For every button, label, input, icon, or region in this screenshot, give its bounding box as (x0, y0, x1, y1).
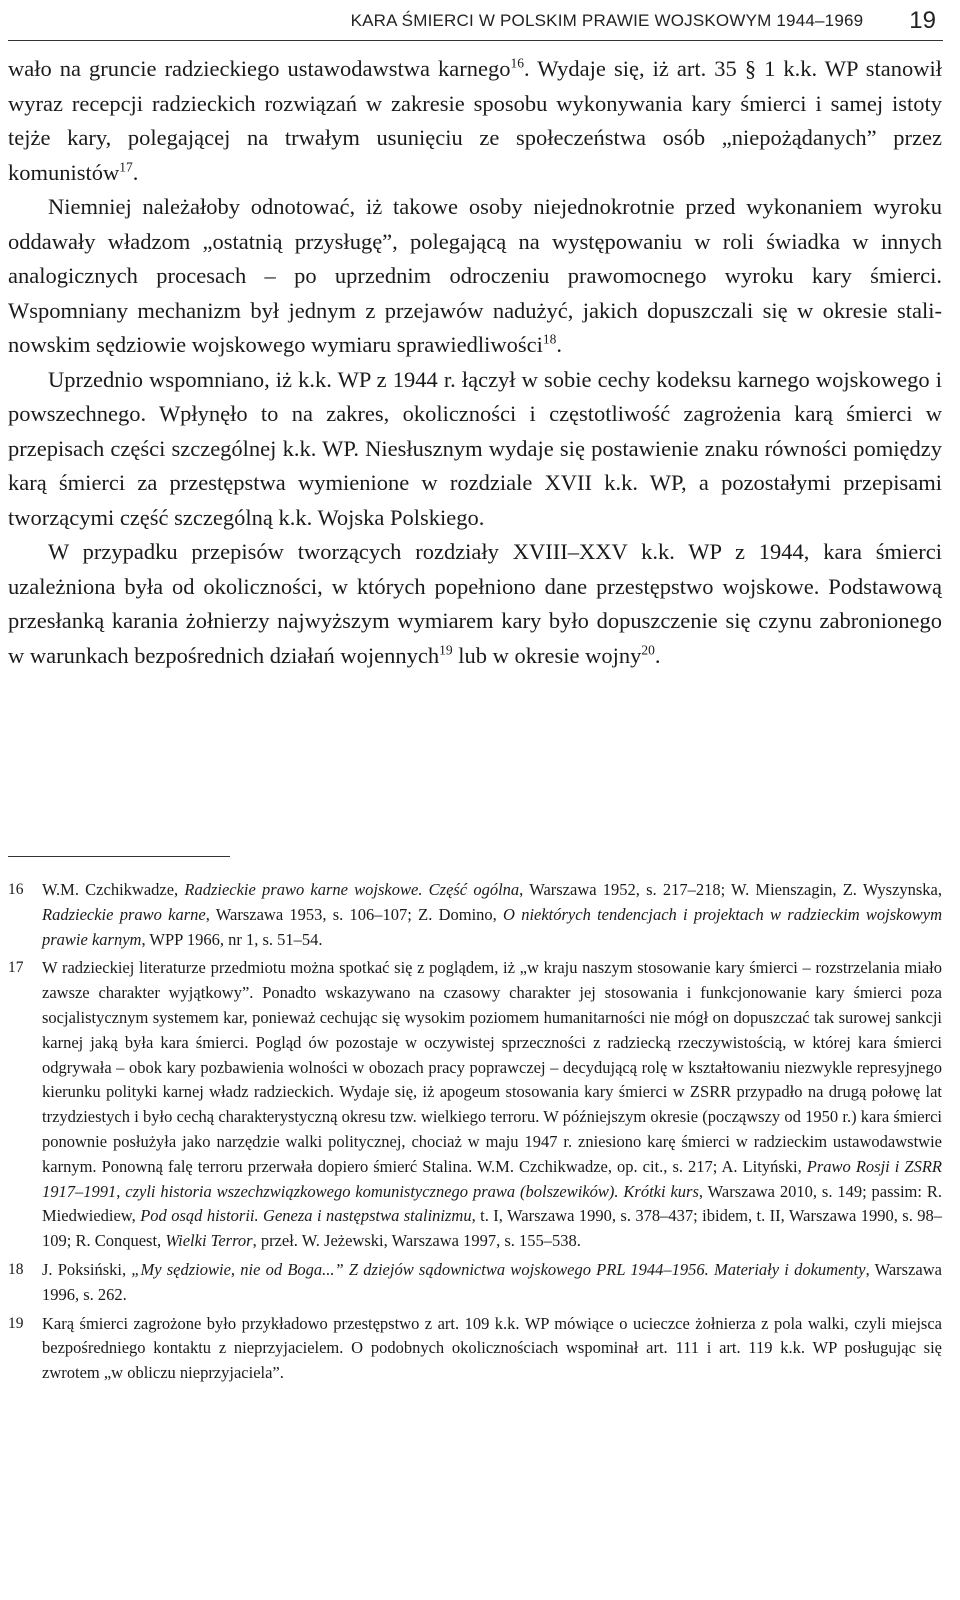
footnote-ref-20[interactable]: 20 (641, 642, 655, 657)
running-head (8, 4, 936, 38)
footnote-text: W.M. Czchikwadze, Radzieckie prawo karne wojskowe. Część ogólna, Warszawa 1952, s. 217–218; W. Mienszagin, Z. Wyszynska, Radzieckie prawo karne, Warszawa 1953, s. 106–107; Z. Domino, O niektórych tendencjach i projektach w radzieckim wojskowym prawie karnym, WPP 1966, nr 1, s. 51–54. (42, 880, 943, 949)
paragraph-text: lub w okresie wojny (452, 642, 642, 668)
paragraph-text: . (132, 159, 139, 185)
footnote-19 (8, 1312, 942, 1386)
header-rule (8, 40, 943, 41)
footnotes (8, 878, 942, 1390)
citation-title: Pod osąd historii. Geneza i następstwa stalinizmu (140, 1206, 472, 1226)
page-number: 19 (909, 7, 936, 34)
paragraph-text: Uprzednio wspomniano, iż k.k. WP z 1944 r. łączył w sobie cechy kodeksu karnego wojskowego i powszechnego. Wpłynęło to na zakres, okoliczności i częstotliwość zagrożenia karą śmierci w przepisach części szczególnej k.k. WP. Niesłusznym wydaje się postawienie znaku równości pomiędzy karą śmierci za przestępstwa wymienione w rozdziale XVII k.k. WP, a pozostałymi przepisami tworzącymi część szczególną k.k. Wojska Polskiego. (8, 366, 942, 530)
citation-title: Wielki Terror (165, 1231, 253, 1251)
paragraph-2 (8, 190, 942, 363)
citation-title: Radzieckie prawo karne wojskowe. Część ogólna (184, 880, 520, 899)
footnote-rule (8, 856, 230, 857)
paragraph-text: wało na gruncie radzieckiego ustawodawstwa karnego (8, 56, 511, 81)
footnote-number: 17 (8, 959, 24, 977)
footnote-number: 16 (8, 881, 24, 898)
footnote-text: Karą śmierci zagrożone było przykładowo przestępstwo z art. 109 k.k. WP mówiące o ucieczce żołnierza z pola walki, czyli miejsca bezpośredniego kontaktu z nieprzyjacielem. O podobnych okolicznościach wspominał art. 111 i art. 119 k.k. WP posługując się zwrotem „w obliczu nieprzyjaciela”. (42, 1313, 942, 1383)
footnote-17 (8, 956, 942, 1254)
paragraph-text: . (556, 332, 563, 357)
footnote-ref-18[interactable]: 18 (542, 331, 557, 347)
citation-title: O niektórych tendencjach i projektach w radzieckim wojskowym prawie karnym (42, 904, 943, 949)
paragraph-1 (8, 52, 942, 190)
paragraph-text: Niemniej należałoby odnotować, iż takowe osoby niejednokrotnie przed wykonaniem wyroku oddawały władzom „ostatnią przysługę”, polegającą na występowaniu w roli świadka w innych analogicznych procesach – po uprzednim odroczeniu prawomocnego wyroku kary śmierci. Wspomniany mechanizm był jednym z przejawów nadużyć, jakich dopuszczali się w okresie stalinowskim sędziowie wojskowego wymiaru sprawiedliwości (8, 194, 942, 357)
paragraph-text: . Wydaje się, iż art. 35 § 1 k.k. WP stanowił wyraz recepcji radzieckich rozwiązań w zakresie sposobu wykonywania kary śmierci i samej istoty tejże kary, polegającej na trwałym usunięciu ze społeczeństwa osób „niepożądanych” przez komunistów (8, 56, 943, 185)
footnote-number: 18 (8, 1260, 24, 1278)
paragraph-3 (8, 363, 942, 536)
running-title: KARA ŚMIERCI W POLSKIM PRAWIE WOJSKOWYM 1944–1969 (350, 11, 864, 30)
footnote-number: 19 (8, 1314, 24, 1332)
footnote-ref-19[interactable]: 19 (439, 642, 453, 657)
footnote-16 (8, 878, 942, 952)
footnote-ref-16[interactable]: 16 (510, 55, 525, 71)
citation-title: Radzieckie prawo karne (42, 904, 206, 924)
citation-title: Prawo Rosji i ZSRR 1917–1991, czyli historia wszechzwiązkowego komunistycznego prawa (bolszewików). Krótki kurs (42, 1156, 942, 1201)
paragraph-text: . (654, 642, 661, 668)
footnote-text: W radzieckiej literaturze przedmiotu można spotkać się z poglądem, iż „w kraju naszym stosowanie kary śmierci – rozstrzelania miało zawsze charakter wyjątkowy”. Ponadto wskazywano na czasowy charakter jej stosowania i funkcjonowanie kary śmierci poza socjalistycznym systemem kar, ponieważ cechując się wysokim poziomem humanitarności nie mógł on dopuszczać tak surowej sankcji karnej jaką była kara śmierci. Pogląd ów pozostaje w oczywistej sprzeczności z radziecką rzeczywistością, w której kara śmierci odgrywała – obok kary pozbawienia wolności w obozach pracy poprawczej – decydującą rolę w kształtowaniu niezwykle represyjnego kierunku polityki karnej władz radzieckich. Wydaje się, iż apogeum stosowania kary śmierci w ZSRR przypadło na drugą połowę lat trzydziestych i było cechą charakterystyczną okresu tzw. wielkiego terroru. W późniejszym okresie (począwszy od 1950 r.) kara śmierci ponownie posłużyła jako narzędzie walki politycznej, chociaż w maju 1947 r. zniesiono karę śmierci w radzieckim ustawodawstwie karnym. Ponowną falę terroru przerwała dopiero śmierć Stalina. W.M. Czchikwadze, op. cit., s. 217; A. Lityński, Prawo Rosji i ZSRR 1917–1991, czyli historia wszechzwiązkowego komunistycznego prawa (bolszewików). Krótki kurs, Warszawa 2010, s. 149; passim: R. Miedwiediew, Pod osąd historii. Geneza i następstwa stalinizmu, t. I, Warszawa 1990, s. 378–437; ibidem, t. II, Warszawa 1990, s. 98–109; R. Conquest, Wielki Terror, przeł. W. Jeżewski, Warszawa 1997, s. 155–538. (42, 958, 942, 1251)
footnote-18 (8, 1258, 942, 1308)
footnote-ref-17[interactable]: 17 (119, 159, 133, 174)
citation-title: „My sędziowie, nie od Boga...” Z dziejów sądownictwa wojskowego PRL 1944–1956. Materiały i dokumenty (131, 1259, 866, 1279)
footnote-text: J. Poksiński, „My sędziowie, nie od Boga...” Z dziejów sądownictwa wojskowego PRL 1944–1956. Materiały i dokumenty, Warszawa 1996, s. 262. (42, 1259, 942, 1304)
paragraph-4 (8, 535, 942, 673)
paragraph-text: W przypadku przepisów tworzących rozdziały XVIII–XXV k.k. WP z 1944, kara śmierci uzależniona była od okoliczności, w których popełniono dane przestępstwo wojskowe. Podstawową przesłanką karania żołnierzy najwyższym wymiarem kary było dopuszczenie się czynu zabronionego w warunkach bezpośrednich działań wojennych (8, 539, 942, 668)
main-text (8, 52, 942, 673)
